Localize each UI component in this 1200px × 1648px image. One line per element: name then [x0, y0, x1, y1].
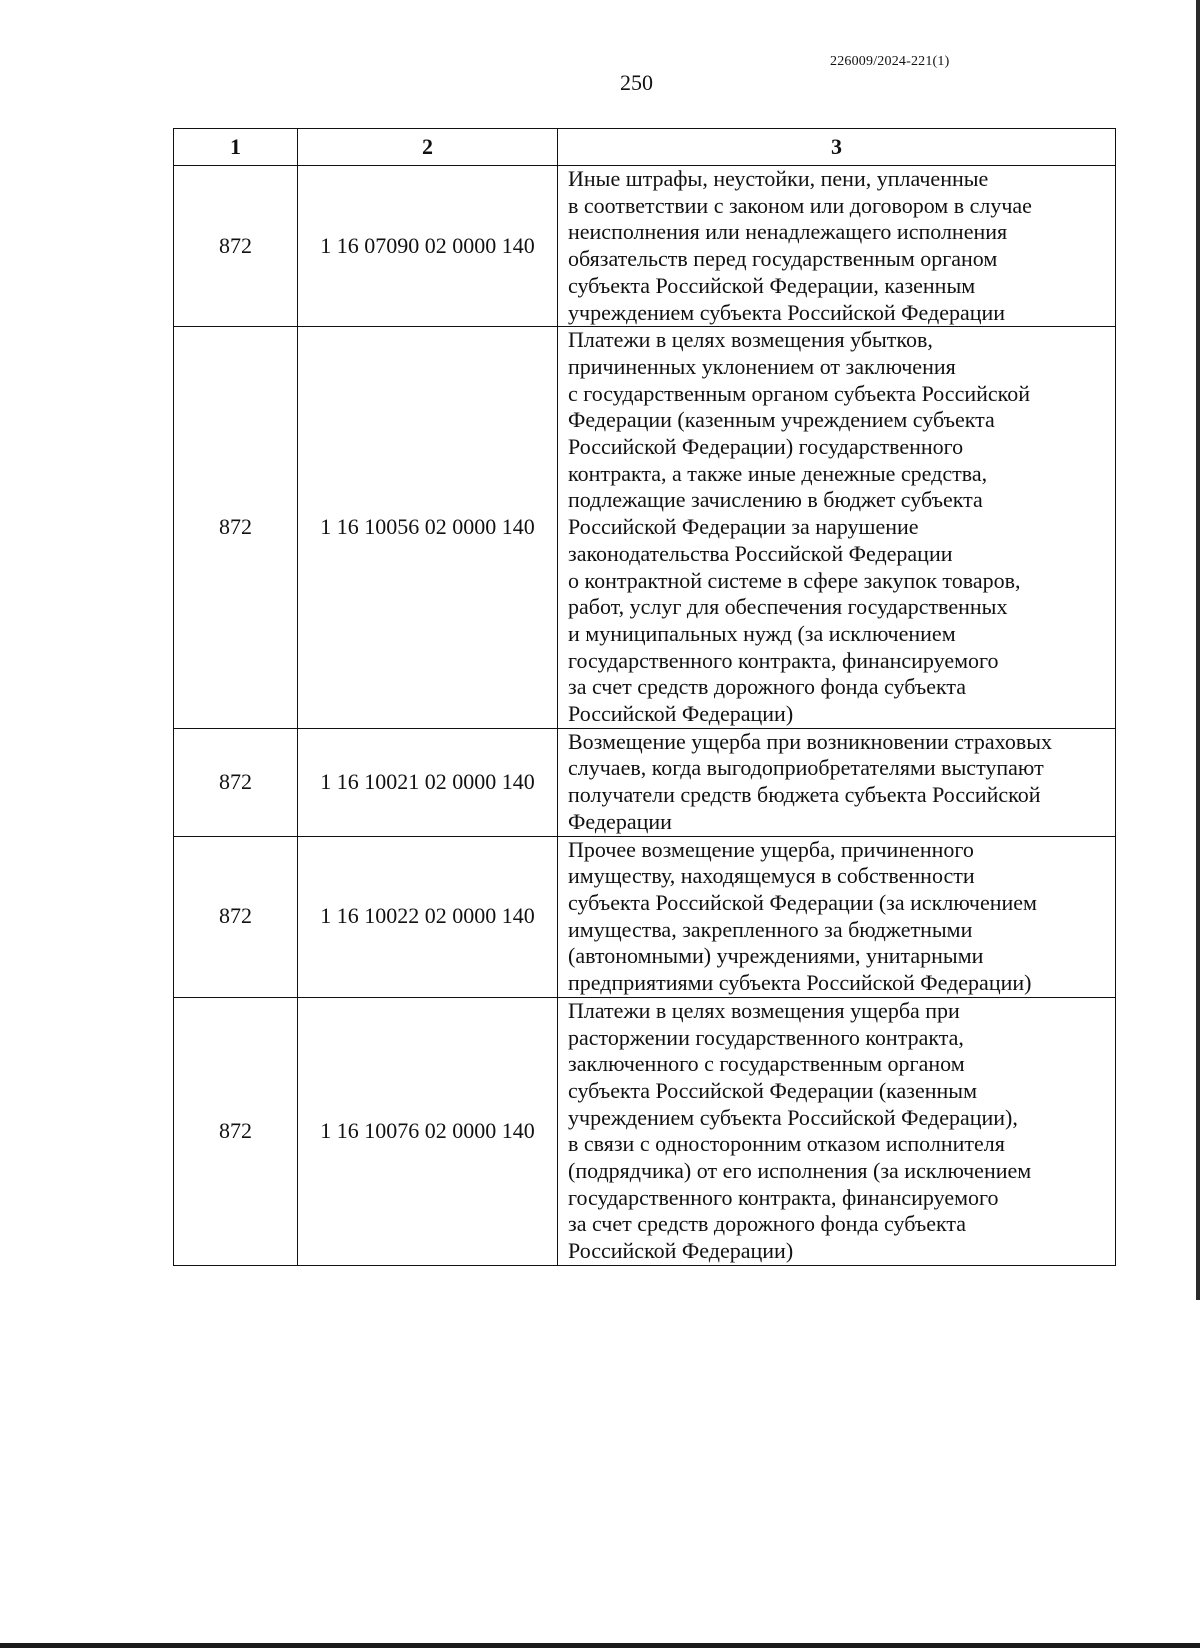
budget-classification-code-cell: 1 16 10056 02 0000 140 — [298, 327, 558, 729]
budget-classification-code-cell: 1 16 10022 02 0000 140 — [298, 836, 558, 997]
budget-codes-table — [173, 128, 1116, 1266]
revenue-description-cell: Платежи в целях возмещения убытков, причиненных уклонением от заключения с государственным органом субъекта Российской Федерации (казенным учреждением субъекта Российской Федерации) государственного контракта, а также иные денежные средства, подлежащие зачислению в бюджет субъекта Российской Федерации за нарушение законодательства Российской Федерации о контрактной системе в сфере закупок товаров, работ, услуг для обеспечения государственных и муниципальных нужд (за исключением государственного контракта, финансируемого за счет средств дорожного фонда субъекта Российской Федерации) — [558, 327, 1116, 729]
column-header-2: 2 — [298, 129, 558, 166]
table-body — [174, 166, 1116, 1266]
administrator-code-cell: 872 — [174, 728, 298, 836]
table-row — [174, 836, 1116, 997]
revenue-description-cell: Иные штрафы, неустойки, пени, уплаченные в соответствии с законом или договором в случае неисполнения или ненадлежащего исполнения обязательств перед государственным органом субъекта Российской Федерации, казенным учреждением субъекта Российской Федерации — [558, 166, 1116, 327]
table-header — [174, 129, 1116, 166]
scan-bottom-border — [0, 1643, 1200, 1648]
column-header-3: 3 — [558, 129, 1116, 166]
table-header-row — [174, 129, 1116, 166]
revenue-description-cell: Возмещение ущерба при возникновении страховых случаев, когда выгодоприобретателями выступают получатели средств бюджета субъекта Российской Федерации — [558, 728, 1116, 836]
administrator-code-cell: 872 — [174, 836, 298, 997]
revenue-description-cell: Прочее возмещение ущерба, причиненного имуществу, находящемуся в собственности субъекта Российской Федерации (за исключением имущества, закрепленного за бюджетными (автономными) учреждениями, унитарными предприятиями субъекта Российской Федерации) — [558, 836, 1116, 997]
budget-classification-code-cell: 1 16 10021 02 0000 140 — [298, 728, 558, 836]
scan-edge-border — [1196, 0, 1200, 1300]
table-row — [174, 997, 1116, 1265]
document-registration-number: 226009/2024-221(1) — [830, 54, 950, 69]
revenue-description-cell: Платежи в целях возмещения ущерба при расторжении государственного контракта, заключенного с государственным органом субъекта Российской Федерации (казенным учреждением субъекта Российской Федерации), в связи с односторонним отказом исполнителя (подрядчика) от его исполнения (за исключением государственного контракта, финансируемого за счет средств дорожного фонда субъекта Российской Федерации) — [558, 997, 1116, 1265]
column-header-1: 1 — [174, 129, 298, 166]
table-row — [174, 728, 1116, 836]
table-row — [174, 166, 1116, 327]
table-row — [174, 327, 1116, 729]
budget-classification-code-cell: 1 16 07090 02 0000 140 — [298, 166, 558, 327]
administrator-code-cell: 872 — [174, 997, 298, 1265]
page-number: 250 — [620, 70, 653, 95]
budget-classification-code-cell: 1 16 10076 02 0000 140 — [298, 997, 558, 1265]
administrator-code-cell: 872 — [174, 327, 298, 729]
administrator-code-cell: 872 — [174, 166, 298, 327]
